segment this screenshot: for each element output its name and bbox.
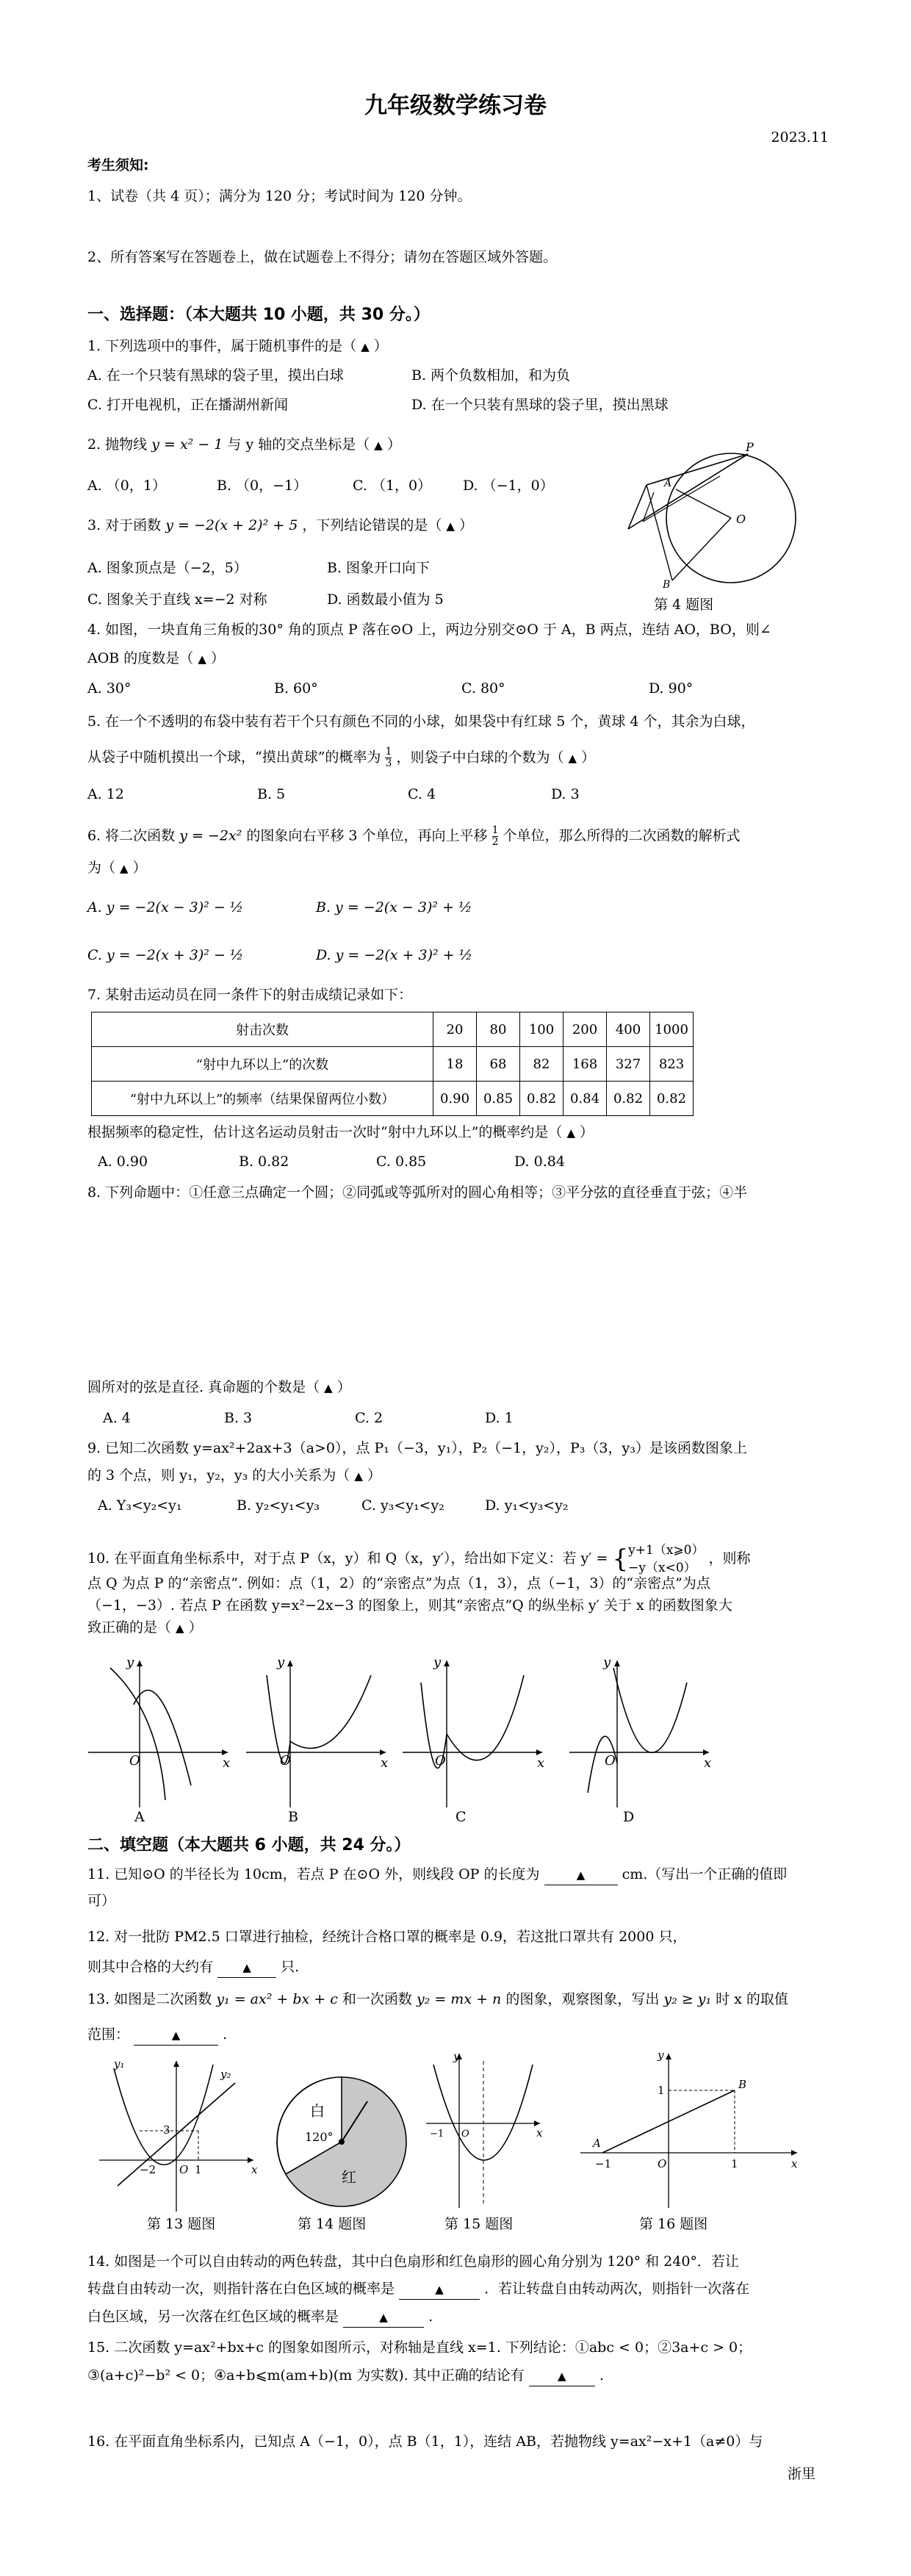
table-cell: 0.82	[520, 1082, 563, 1116]
q15-line-2: ③(a+c)²−b² < 0；④a+b⩽m(am+b)(m 为实数). 其中正确的结论有 ▲ .	[87, 2366, 604, 2386]
svg-text:O: O	[658, 2157, 667, 2170]
q14-answer-blank-1[interactable]: ▲	[399, 2279, 480, 2300]
table-row	[92, 1082, 694, 1116]
q5-option-a: A. 12	[87, 786, 124, 802]
axis-x-label: x	[704, 1755, 712, 1771]
table-cell: 18	[433, 1047, 477, 1082]
axis-y-label: y	[126, 1655, 134, 1670]
q4-line-1: 4. 如图，一块直角三角板的30° 角的顶点 P 落在⊙O 上，两边分别交⊙O 于 A，B 两点，连结 AO，BO，则∠	[87, 622, 771, 638]
figure-q14-spinner	[272, 2072, 411, 2212]
table-cell: “射中九环以上”的频率（结果保留两位小数）	[92, 1082, 433, 1116]
table-cell: 823	[650, 1047, 694, 1082]
q14-line-3: 白色区域，另一次落在红色区域的概率是 ▲ .	[87, 2307, 433, 2328]
svg-text:1: 1	[195, 2163, 202, 2176]
q6-option-b: B. y = −2(x − 3)² + ½	[316, 899, 472, 915]
table-cell: 0.84	[563, 1082, 607, 1116]
label-b: B	[663, 579, 671, 591]
answer-mark: ▲	[566, 1126, 576, 1140]
q6-option-a: A. y = −2(x − 3)² − ½	[87, 899, 244, 915]
q5-option-d: D. 3	[551, 786, 580, 802]
q5-option-c: C. 4	[408, 786, 436, 802]
table-row	[92, 1012, 694, 1047]
table-cell: 82	[520, 1047, 563, 1082]
q10-case-2: −y（x<0）	[628, 1561, 696, 1575]
figure-q16-caption: 第 16 题图	[639, 2216, 708, 2232]
q7-option-d: D. 0.84	[514, 1154, 565, 1170]
origin-label: O	[435, 1753, 446, 1769]
q1-option-b: B. 两个负数相加，和为负	[411, 367, 571, 384]
axis-y-label: y	[433, 1655, 442, 1670]
origin-label: O	[280, 1753, 291, 1769]
svg-text:−1: −1	[595, 2157, 612, 2170]
svg-text:−1: −1	[430, 2129, 444, 2140]
q3-equation: y = −2(x + 2)² + 5	[165, 517, 298, 533]
table-cell: 20	[433, 1012, 477, 1047]
answer-mark: ▲	[324, 1381, 333, 1395]
q7-option-a: A. 0.90	[98, 1154, 148, 1170]
q8-line-2: 圆所对的弦是直径. 真命题的个数是（ ▲ ）	[87, 1379, 351, 1395]
q5-option-b: B. 5	[257, 786, 286, 802]
q6-equation: y = −2x²	[179, 827, 242, 844]
svg-text:x: x	[791, 2157, 798, 2170]
q2-option-a: A. （0，1）	[87, 478, 166, 494]
answer-mark: ▲	[374, 439, 383, 452]
red-sector-label: 红	[342, 2168, 356, 2186]
q4-option-c: C. 80°	[461, 680, 505, 697]
axis-y-label: y	[277, 1655, 285, 1670]
q10-graph-a	[88, 1653, 235, 1807]
figure-q16	[577, 2050, 801, 2212]
q4-option-b: B. 60°	[274, 680, 318, 697]
q8-line-1: 8. 下列命题中：①任意三点确定一个圆；②同弧或等弧所对的圆心角相等；③平分弦的直径垂直于弦；④半	[87, 1184, 748, 1201]
svg-text:A: A	[593, 2137, 601, 2150]
answer-mark: ▲	[120, 862, 129, 875]
answer-mark: ▲	[354, 1469, 363, 1483]
q15-line-1: 15. 二次函数 y=ax²+bx+c 的图象如图所示，对称轴是直线 x=1. 下列结论：①abc < 0；②3a+c > 0；	[87, 2339, 752, 2356]
svg-text:y₁: y₁	[114, 2057, 125, 2070]
q7-after: 根据频率的稳定性，估计这名运动员射击一次时“射中九环以上”的概率约是（ ▲ ）	[87, 1124, 594, 1140]
q3-option-b: B. 图象开口向下	[327, 560, 431, 576]
q10-label-a: A	[134, 1809, 145, 1825]
q10-case-1: y+1（x⩾0）	[628, 1543, 705, 1558]
q8-option-b: B. 3	[224, 1410, 253, 1426]
q6-option-d: D. y = −2(x + 3)² + ½	[316, 947, 473, 963]
q9-line-2: 的 3 个点，则 y₁，y₂，y₃ 的大小关系为（ ▲ ）	[87, 1467, 381, 1483]
figure-q13	[96, 2057, 264, 2215]
notice-item-1: 1、试卷（共 4 页）；满分为 120 分；考试时间为 120 分钟。	[87, 188, 472, 204]
table-cell: 80	[477, 1012, 520, 1047]
table-cell: 100	[520, 1012, 563, 1047]
q9-option-d: D. y₁<y₃<y₂	[485, 1497, 569, 1514]
q13-line-1: 13. 如图是二次函数 y₁ = ax² + bx + c 和一次函数 y₂ = mx + n 的图象，观察图象，写出 y₂ ≥ y₁ 时 x 的取值	[87, 1991, 788, 2007]
svg-text:y₂: y₂	[220, 2068, 231, 2081]
angle-label: 120°	[305, 2130, 334, 2144]
q10-label-d: D	[623, 1809, 635, 1825]
axis-y-label: y	[603, 1655, 611, 1670]
q13-line-2: 范围： ▲ .	[87, 2025, 227, 2046]
q9-option-b: B. y₂<y₁<y₃	[237, 1497, 320, 1514]
table-cell: 射击次数	[92, 1012, 433, 1047]
page-title: 九年级数学练习卷	[364, 93, 547, 119]
origin-label: O	[605, 1753, 616, 1769]
q10-graph-d	[569, 1653, 716, 1807]
figure-q14-caption: 第 14 题图	[298, 2216, 367, 2232]
q7-option-b: B. 0.82	[239, 1154, 289, 1170]
table-cell: 0.82	[607, 1082, 650, 1116]
table-cell: “射中九环以上”的次数	[92, 1047, 433, 1082]
q5-line-2: 从袋子中随机摸出一个球，“摸出黄球”的概率为 $\frac{1}{3}$ ，则袋子中白球的个数为（ ▲ ）	[87, 746, 596, 769]
table-cell: 327	[607, 1047, 650, 1082]
q12-line-2: 则其中合格的大约有 ▲ 只.	[87, 1957, 299, 1978]
figure-q15-caption: 第 15 题图	[444, 2216, 514, 2232]
q2-option-b: B. （0，−1）	[217, 478, 308, 494]
q8-option-c: C. 2	[355, 1410, 384, 1426]
table-cell: 68	[477, 1047, 520, 1082]
q14-answer-blank-2[interactable]: ▲	[343, 2307, 424, 2328]
notice-heading: 考生须知:	[87, 157, 149, 173]
q9-line-1: 9. 已知二次函数 y=ax²+2ax+3（a>0），点 P₁（−3，y₁），P₂（−1，y₂），P₃（3，y₃）是该函数图象上	[87, 1440, 747, 1456]
section-2-heading: 二、填空题（本大题共 6 小题，共 24 分。）	[87, 1836, 411, 1854]
q10-line-2: 点 Q 为点 P 的“亲密点”. 例如：点（1，2）的“亲密点”为点（1，3），点（−1，3）的“亲密点”为点	[87, 1575, 710, 1591]
answer-mark: ▲	[361, 340, 370, 353]
table-cell: 0.90	[433, 1082, 477, 1116]
q8-option-d: D. 1	[485, 1410, 514, 1426]
figure-q4-caption: 第 4 题图	[654, 597, 714, 613]
figure-q4	[580, 441, 801, 595]
q1-option-c: C. 打开电视机，正在播湖州新闻	[87, 397, 288, 413]
q8-option-a: A. 4	[103, 1410, 131, 1426]
svg-text:B: B	[738, 2078, 747, 2091]
notice-item-2: 2、所有答案写在答题卷上，做在试题卷上不得分；请勿在答题区域外答题。	[87, 249, 558, 265]
q7-option-c: C. 0.85	[376, 1154, 427, 1170]
svg-text:1: 1	[658, 2084, 665, 2097]
q6-line-2: 为（ ▲ ）	[87, 860, 147, 876]
svg-text:1: 1	[731, 2157, 738, 2170]
q7-stem: 7. 某射击运动员在同一条件下的射击成绩记录如下：	[87, 987, 413, 1003]
exam-date: 2023.11	[771, 129, 829, 145]
q11-line-2: 可）	[87, 1893, 116, 1909]
svg-text:3: 3	[163, 2123, 170, 2137]
origin-label: O	[129, 1753, 140, 1769]
q2-stem: 2. 抛物线 y = x² − 1 与 y 轴的交点坐标是（ ▲ ）	[87, 436, 401, 453]
answer-mark: ▲	[198, 652, 206, 666]
q2-option-c: C. （1，0）	[353, 478, 432, 494]
table-cell: 0.82	[650, 1082, 694, 1116]
table-cell: 1000	[650, 1012, 694, 1047]
q3-option-a: A. 图象顶点是（−2，5）	[87, 560, 248, 576]
axis-x-label: x	[223, 1755, 231, 1771]
svg-text:y: y	[453, 2050, 460, 2063]
q10-line-1: 10. 在平面直角坐标系中，对于点 P（x，y）和 Q（x，y′），给出如下定义：若 y′ = { y+1（x⩾0） −y（x<0） ，则称	[87, 1543, 751, 1575]
footer-text: 浙里	[788, 2466, 816, 2482]
q15-answer-blank[interactable]: ▲	[529, 2366, 595, 2386]
svg-text:O: O	[179, 2163, 189, 2176]
q3-stem: 3. 对于函数 y = −2(x + 2)² + 5 ，下列结论错误的是（ ▲ ）	[87, 517, 473, 533]
q10-graph-c	[403, 1653, 550, 1807]
q4-option-d: D. 90°	[649, 680, 694, 697]
table-row	[92, 1047, 694, 1082]
svg-text:O: O	[461, 2129, 469, 2140]
q4-option-a: A. 30°	[87, 680, 132, 697]
q2-equation: y = x² − 1	[151, 436, 223, 453]
q1-option-a: A. 在一个只装有黑球的袋子里，摸出白球	[87, 367, 344, 384]
q10-label-c: C	[455, 1809, 467, 1825]
axis-x-label: x	[381, 1755, 389, 1771]
table-cell: 400	[607, 1012, 650, 1047]
q9-option-a: A. Y₃<y₂<y₁	[98, 1497, 182, 1514]
q12-answer-blank[interactable]: ▲	[217, 1957, 276, 1978]
q10-line-4: 致正确的是（ ▲ ）	[87, 1619, 203, 1636]
q10-line-3: （−1，−3）. 若点 P 在函数 y=x²−2x−3 的图象上，则其“亲密点”Q 的纵坐标 y′ 关于 x 的函数图象大	[87, 1597, 732, 1613]
q14-line-1: 14. 如图是一个可以自由转动的两色转盘，其中白色扇形和红色扇形的圆心角分别为 120° 和 240°．若让	[87, 2253, 739, 2270]
q6-fraction: $\frac{1}{2}$	[491, 824, 499, 848]
answer-mark: ▲	[176, 1622, 184, 1635]
q4-line-2: AOB 的度数是（ ▲ ）	[87, 650, 225, 666]
q7-frequency-table	[91, 1012, 694, 1116]
q16-line-1: 16. 在平面直角坐标系内，已知点 A（−1，0），点 B（1，1），连结 AB，若抛物线 y=ax²−x+1（a≠0）与	[87, 2433, 763, 2450]
figure-q15	[422, 2050, 544, 2212]
svg-text:y: y	[658, 2048, 664, 2062]
q5-fraction: $\frac{1}{3}$	[385, 746, 392, 769]
svg-text:−2: −2	[140, 2163, 156, 2176]
q1-stem: 1. 下列选项中的事件，属于随机事件的是（ ▲ ）	[87, 338, 388, 354]
label-p: P	[746, 440, 754, 454]
table-cell: 168	[563, 1047, 607, 1082]
white-sector-label: 白	[310, 2102, 325, 2120]
q3-option-c: C. 图象关于直线 x=−2 对称	[87, 591, 267, 608]
answer-mark: ▲	[568, 751, 577, 765]
label-a: A	[664, 478, 672, 489]
q10-label-b: B	[288, 1809, 298, 1825]
q14-line-2: 转盘自由转动一次，则指针落在白色区域的概率是 ▲ ．若让转盘自由转动两次，则指针一次落在	[87, 2279, 749, 2300]
q2-option-d: D. （−1，0）	[463, 478, 554, 494]
q6-line-1: 6. 将二次函数 y = −2x² 的图象向右平移 3 个单位，再向上平移 $\frac{1}{2}$ 个单位，那么所得的二次函数的解析式	[87, 824, 741, 848]
q3-option-d: D. 函数最小值为 5	[327, 591, 444, 608]
figure-q13-caption: 第 13 题图	[147, 2216, 216, 2232]
q11-answer-blank[interactable]: ▲	[544, 1865, 618, 1885]
q1-option-d: D. 在一个只装有黑球的袋子里，摸出黑球	[411, 397, 669, 413]
svg-text:x: x	[536, 2126, 543, 2140]
axis-x-label: x	[537, 1755, 545, 1771]
section-1-heading: 一、选择题：（本大题共 10 小题，共 30 分。）	[87, 306, 430, 324]
q13-answer-blank[interactable]: ▲	[134, 2025, 218, 2046]
q6-option-c: C. y = −2(x + 3)² − ½	[87, 947, 244, 963]
q11-line-1: 11. 已知⊙O 的半径长为 10cm，若点 P 在⊙O 外，则线段 OP 的长度为 ▲ cm.（写出一个正确的值即	[87, 1865, 787, 1885]
svg-text:x: x	[251, 2163, 258, 2176]
q9-option-c: C. y₃<y₁<y₂	[361, 1497, 444, 1514]
answer-mark: ▲	[446, 519, 455, 533]
label-o: O	[736, 512, 746, 526]
q10-graph-b	[246, 1653, 393, 1807]
q5-line-1: 5. 在一个不透明的布袋中装有若干个只有颜色不同的小球，如果袋中有红球 5 个，黄球 4 个，其余为白球，	[87, 713, 755, 730]
table-cell: 200	[563, 1012, 607, 1047]
table-cell: 0.85	[477, 1082, 520, 1116]
q12-line-1: 12. 对一批防 PM2.5 口罩进行抽检，经统计合格口罩的概率是 0.9，若这批口罩共有 2000 只，	[87, 1929, 687, 1945]
